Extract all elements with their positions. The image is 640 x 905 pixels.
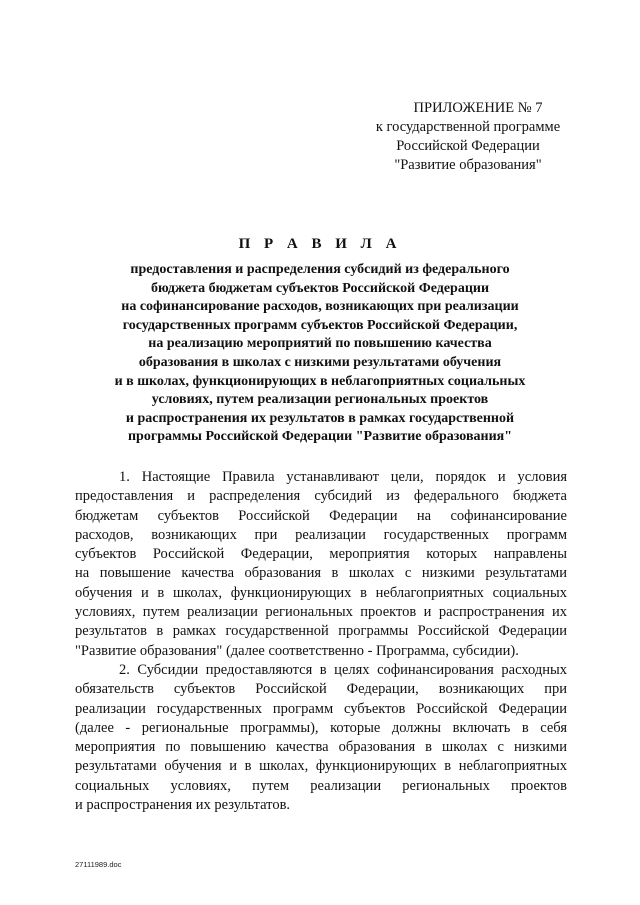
subtitle-line: на реализацию мероприятий по повышению качества	[148, 336, 492, 352]
paragraph-line: обучения и в школах, функционирующих в неблагоприятных социальных	[75, 584, 567, 601]
paragraph-line: обязательств субъектов Российской Федерации, возникающих при	[75, 681, 567, 698]
appendix-program-name: "Развитие образования"	[394, 157, 542, 173]
paragraph-line: реализации государственных программ субъектов Российской Федерации	[75, 700, 567, 717]
paragraph-line: бюджетам субъектов Российской Федерации на софинансирование	[75, 507, 567, 524]
appendix-reference: Российской Федерации	[396, 138, 540, 154]
appendix-number: ПРИЛОЖЕНИЕ № 7	[413, 100, 543, 116]
subtitle-line: на софинансирование расходов, возникающих при реализации	[121, 299, 519, 315]
subtitle-line: образования в школах с низкими результатами обучения	[138, 354, 502, 370]
paragraph-line: на повышение качества образования в школах с низкими результатами	[75, 565, 567, 582]
subtitle-line: условиях, путем реализации региональных проектов	[151, 392, 489, 408]
paragraph-1	[75, 468, 567, 661]
document-subtitle	[70, 261, 570, 447]
paragraph-line: "Развитие образования" (далее соответственно - Программа, субсидии).	[75, 642, 519, 659]
subtitle-line: и в школах, функционирующих в неблагоприятных социальных	[114, 373, 526, 389]
paragraph-line: предоставления и распределения субсидий из федерального бюджета	[75, 488, 567, 505]
paragraph-line: расходов, возникающих при реализации государственных программ	[75, 526, 567, 543]
subtitle-line: бюджета бюджетам субъектов Российской Федерации	[150, 280, 490, 296]
paragraph-line: и распространения их результатов.	[75, 797, 291, 814]
paragraph-line: результатами обучения и в школах, функционирующих в неблагоприятных	[75, 758, 567, 775]
paragraph-line: субъектов Российской Федерации, мероприятия которых направлены	[75, 546, 567, 563]
subtitle-line: предоставления и распределения субсидий из федерального	[130, 262, 510, 277]
document-body	[75, 468, 567, 815]
appendix-reference: к государственной программе	[375, 119, 561, 135]
paragraph-line: (далее - региональные программы), которые должны включать в себя	[75, 719, 567, 736]
paragraph-line: 1. Настоящие Правила устанавливают цели, порядок и условия	[119, 469, 567, 485]
paragraph-line: условиях, путем реализации региональных проектов и распространения их	[75, 604, 567, 621]
paragraph-line: 2. Субсидии предоставляются в целях софинансирования расходных	[119, 661, 567, 678]
document-title: П Р А В И Л А	[238, 236, 402, 252]
paragraph-line: мероприятия по повышению качества образования в школах с низкими	[75, 739, 567, 756]
appendix-header	[353, 99, 583, 175]
subtitle-line: и распространения их результатов в рамках государственной	[125, 410, 515, 426]
paragraph-2	[75, 661, 567, 815]
paragraph-line: социальных условиях, путем реализации региональных проектов	[75, 777, 567, 794]
file-name-footer: 27111989.doc	[75, 860, 122, 869]
subtitle-line: программы Российской Федерации "Развитие образования"	[127, 429, 512, 445]
subtitle-line: государственных программ субъектов Российской Федерации,	[122, 317, 518, 333]
paragraph-line: результатов в рамках государственной программы Российской Федерации	[75, 623, 567, 640]
